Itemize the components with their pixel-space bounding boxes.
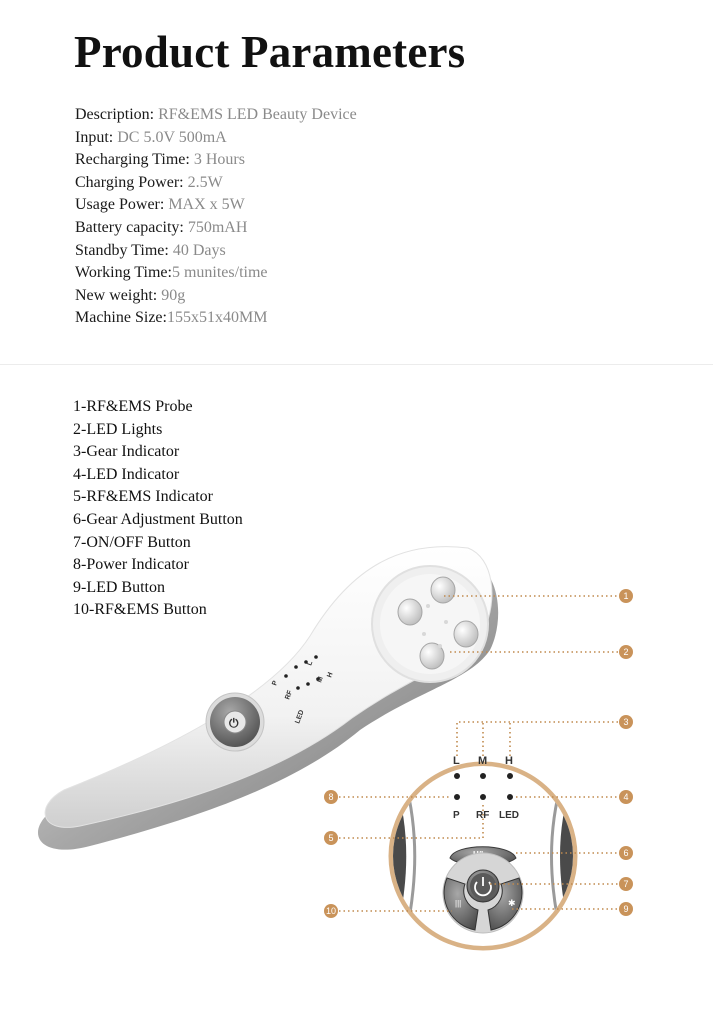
part-item: 4-LED Indicator — [73, 465, 180, 483]
callout-4 — [619, 790, 633, 804]
page-title: Product Parameters — [74, 27, 466, 77]
rf-ems-button-icon: ||| — [455, 899, 462, 908]
part-item: 2-LED Lights — [73, 420, 163, 438]
svg-text:10: 10 — [325, 906, 337, 916]
gear-label-small: L — [306, 660, 315, 667]
spec-label: Standby Time: — [75, 241, 173, 259]
svg-text:5: 5 — [328, 833, 334, 843]
callout-9 — [619, 902, 633, 916]
spec-label: Recharging Time: — [75, 151, 194, 169]
spec-item — [75, 217, 357, 240]
zoom-detail — [380, 755, 590, 960]
indicator-label-rf: RF — [476, 810, 490, 821]
section-divider — [0, 364, 713, 365]
spec-value: 3 Hours — [193, 151, 245, 169]
svg-text:7: 7 — [623, 879, 629, 889]
part-item: 3-Gear Indicator — [73, 443, 180, 461]
callout-3 — [619, 715, 633, 729]
spec-label: Usage Power: — [75, 196, 169, 214]
part-item: 8-Power Indicator — [73, 556, 189, 574]
indicator-label-small: LED — [294, 709, 306, 725]
led-button-icon: ✱ — [508, 898, 516, 908]
part-item: 7-ON/OFF Button — [73, 533, 191, 551]
gear-label-h: H — [505, 755, 513, 767]
spec-label: Description: — [75, 106, 159, 123]
spec-item — [75, 240, 357, 263]
spec-value: 750mAH — [187, 218, 248, 236]
gear-label-small: M — [316, 675, 325, 684]
svg-text:9: 9 — [623, 904, 629, 914]
part-item: 5-RF&EMS Indicator — [73, 488, 213, 506]
spec-label: Charging Power: — [75, 173, 188, 191]
indicator-label-p: P — [453, 810, 460, 821]
part-item: 1-RF&EMS Probe — [73, 398, 193, 415]
spec-value: MAX x 5W — [168, 196, 245, 214]
spec-item — [75, 285, 357, 308]
spec-value: 90g — [161, 286, 186, 304]
spec-label: Working Time: — [75, 264, 172, 282]
spec-label: Battery capacity: — [75, 218, 188, 236]
part-item: 6-Gear Adjustment Button — [73, 510, 243, 528]
gear-label-m: M — [478, 755, 488, 767]
led-indicator — [507, 794, 513, 800]
spec-item — [75, 194, 357, 217]
indicator-label-small: RF — [284, 689, 295, 701]
spec-item — [75, 172, 357, 195]
indicator-label-led: LED — [499, 810, 519, 821]
svg-text:1: 1 — [623, 591, 629, 601]
gear-indicator-h — [507, 773, 513, 779]
part-item: 10-RF&EMS Button — [73, 601, 207, 619]
spec-item — [75, 104, 357, 127]
device-buttons-small — [206, 693, 264, 751]
svg-text:2: 2 — [623, 647, 629, 657]
spec-item — [75, 149, 357, 172]
indicator-label-small: P — [271, 679, 280, 687]
spec-list — [75, 104, 357, 330]
callout-2 — [619, 645, 633, 659]
svg-text:6: 6 — [623, 848, 629, 858]
spec-value: 2.5W — [187, 173, 223, 191]
callout-5 — [324, 831, 338, 845]
spec-item — [75, 307, 357, 330]
svg-text:4: 4 — [623, 792, 629, 802]
callout-7 — [619, 877, 633, 891]
spec-item — [75, 262, 357, 285]
rf-ems-indicator — [480, 794, 486, 800]
device-illustration — [0, 520, 713, 1024]
spec-label: New weight: — [75, 286, 162, 304]
svg-text:3: 3 — [623, 717, 629, 727]
gear-label-l: L — [453, 755, 460, 767]
gear-indicator-m — [480, 773, 486, 779]
spec-value: DC 5.0V 500mA — [117, 128, 227, 146]
callout-6 — [619, 846, 633, 860]
callout-10 — [324, 904, 338, 918]
power-indicator — [454, 794, 460, 800]
svg-text:8: 8 — [328, 792, 334, 802]
spec-value: 155x51x40MM — [166, 309, 268, 327]
power-icon-small: ⏻ — [229, 716, 239, 730]
spec-label: Input: — [75, 128, 118, 146]
callout-1 — [619, 589, 633, 603]
gear-label-small: H — [326, 671, 335, 679]
spec-label: Machine Size: — [75, 309, 167, 327]
spec-value: RF&EMS LED Beauty Device — [158, 106, 357, 123]
part-item: 9-LED Button — [73, 578, 165, 596]
spec-value: 40 Days — [172, 241, 226, 259]
gear-indicator-l — [454, 773, 460, 779]
spec-item — [75, 127, 357, 150]
spec-value: 5 munites/time — [171, 264, 268, 282]
callout-8 — [324, 790, 338, 804]
